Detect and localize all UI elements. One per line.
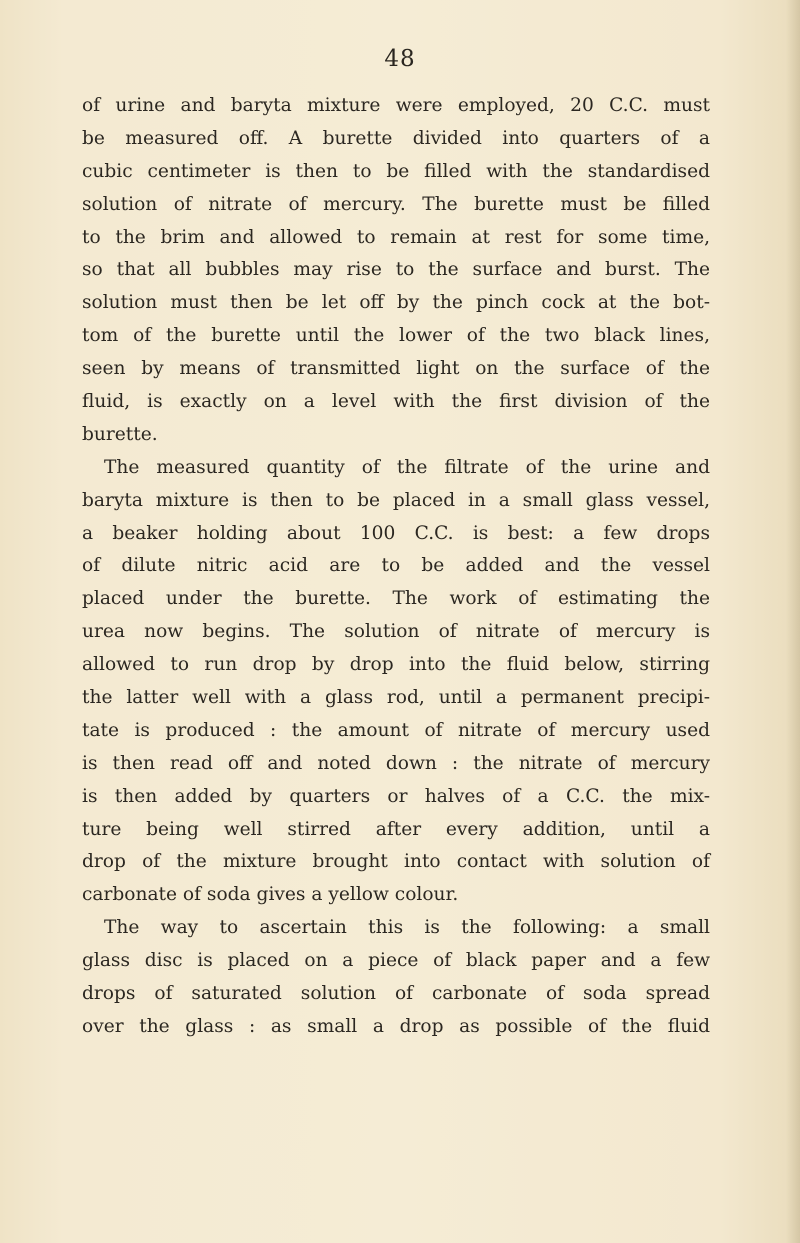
text-line: solution must then be let off by the pinch cock at the bot-	[82, 292, 710, 314]
text-line: ture being well stirred after every addition, until a	[82, 818, 710, 840]
text-line: tom of the burette until the lower of the two black lines,	[82, 325, 710, 347]
text-line: baryta mixture is then to be placed in a small glass vessel,	[82, 489, 710, 511]
text-line: the latter well with a glass rod, until a permanent precipi-	[82, 687, 710, 709]
text-line: is then read off and noted down : the nitrate of mercury	[82, 752, 710, 774]
text-line: placed under the burette. The work of estimating the	[82, 588, 710, 610]
text-line: seen by means of transmitted light on the surface of the	[82, 358, 710, 380]
text-line: tate is produced : the amount of nitrate of mercury used	[82, 719, 710, 741]
text-line: cubic centimeter is then to be filled with the standardised	[82, 160, 710, 182]
text-line: drop of the mixture brought into contact with solution of	[82, 851, 710, 873]
page-edge-shadow	[786, 0, 800, 1243]
text-line: to the brim and allowed to remain at rest for some time,	[82, 226, 710, 248]
text-line: is then added by quarters or halves of a C.C. the mix-	[82, 785, 710, 807]
text-line: carbonate of soda gives a yellow colour.	[82, 884, 459, 906]
text-line: drops of saturated solution of carbonate of soda spread	[82, 983, 710, 1005]
text-line: be measured off. A burette divided into quarters of a	[82, 127, 710, 149]
text-line: glass disc is placed on a piece of black paper and a few	[82, 950, 710, 972]
text-line: burette.	[82, 423, 158, 445]
text-line: fluid, is exactly on a level with the first division of the	[82, 391, 710, 413]
text-line: urea now begins. The solution of nitrate of mercury is	[82, 621, 710, 643]
text-line: over the glass : as small a drop as possible of the fluid	[82, 1015, 710, 1037]
page-number: 48	[384, 46, 416, 72]
text-line: a beaker holding about 100 C.C. is best: a few drops	[82, 522, 710, 544]
text-line: of urine and baryta mixture were employed, 20 C.C. must	[82, 95, 710, 116]
text-line: The way to ascertain this is the following: a small	[104, 917, 710, 939]
text-line: The measured quantity of the filtrate of the urine and	[104, 456, 710, 478]
text-line: solution of nitrate of mercury. The burette must be filled	[82, 193, 710, 215]
text-line: allowed to run drop by drop into the fluid below, stirring	[82, 654, 710, 676]
text-line: so that all bubbles may rise to the surface and burst. The	[82, 259, 710, 281]
text-line: of dilute nitric acid are to be added and the vessel	[82, 555, 710, 577]
page-text	[82, 90, 710, 1044]
